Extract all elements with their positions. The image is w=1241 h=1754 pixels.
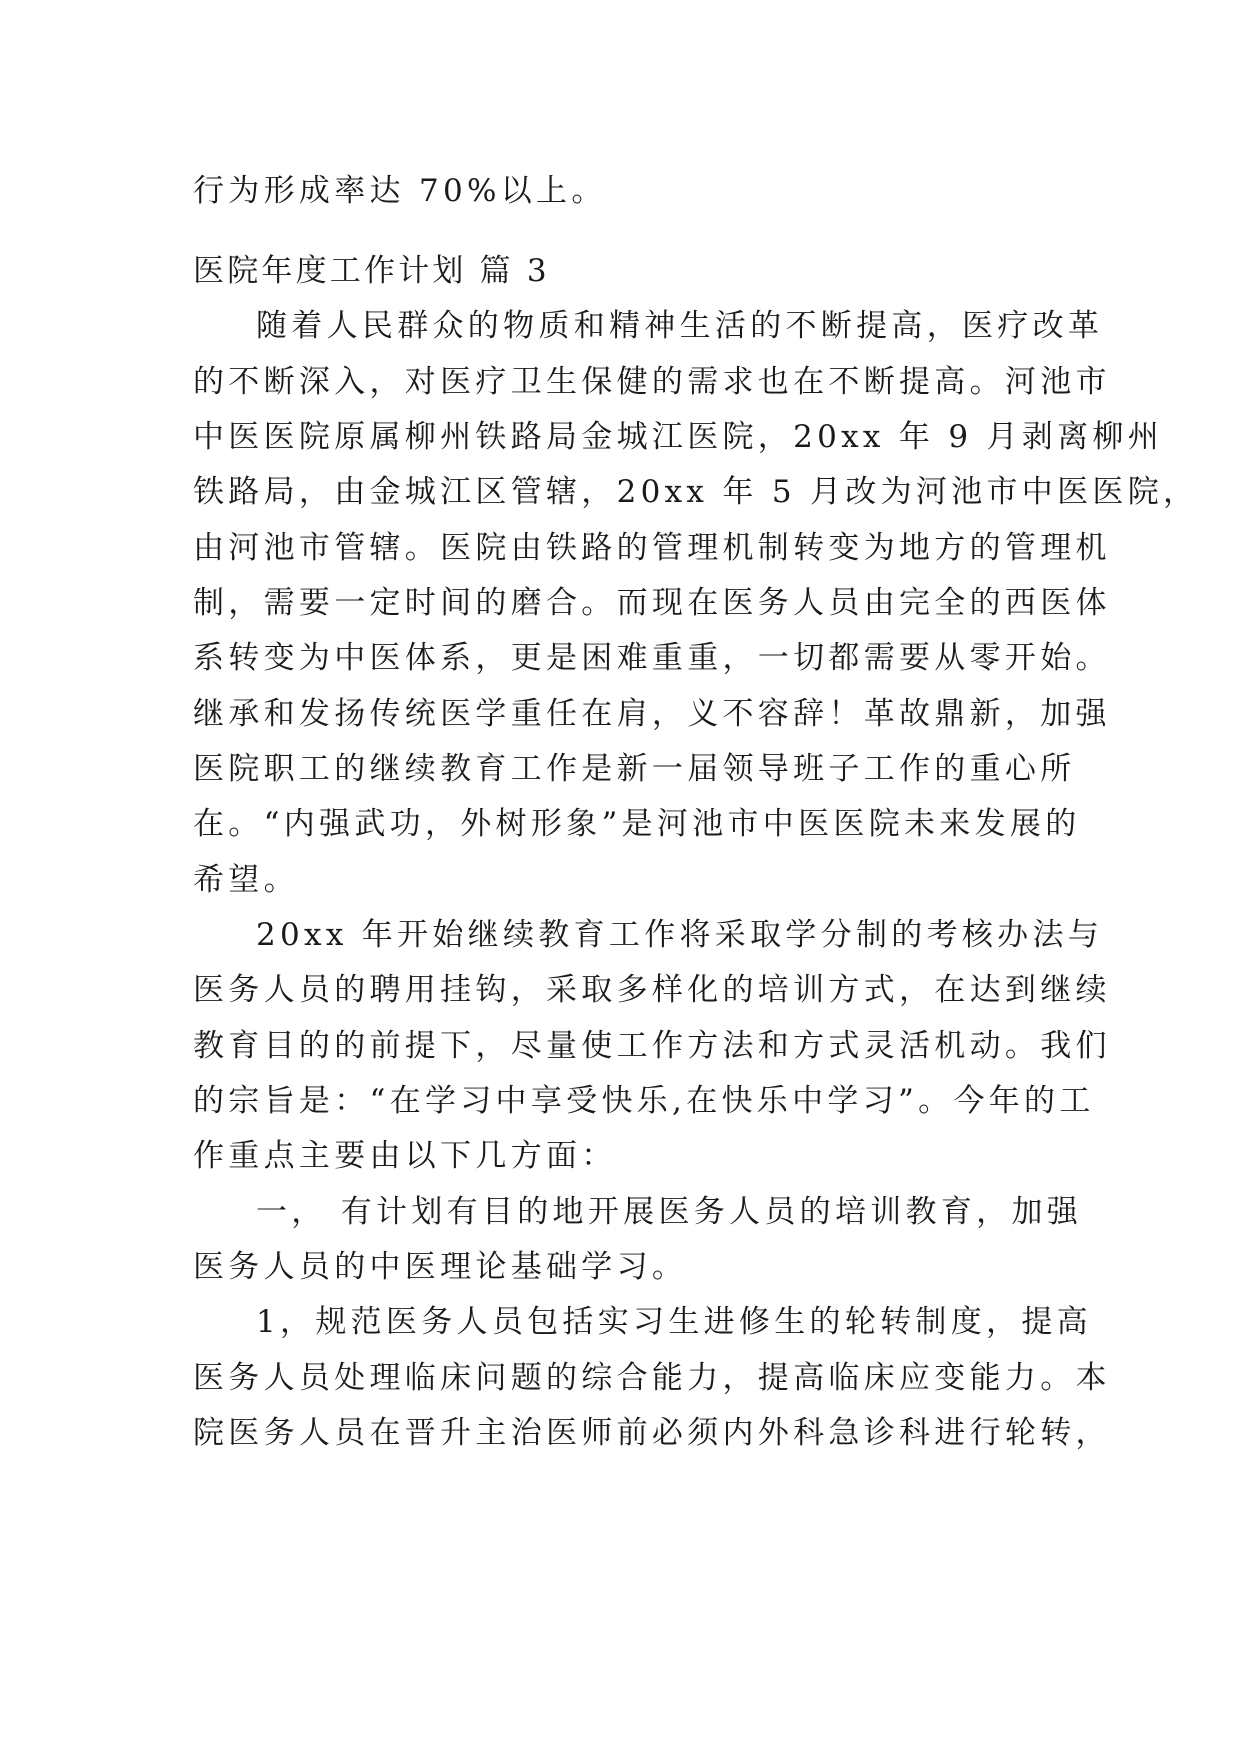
text-line: 随着人民群众的物质和精神生活的不断提高，医疗改革 xyxy=(256,308,1104,344)
text-line: 一， 有计划有目的地开展医务人员的培训教育，加强 xyxy=(256,1194,1083,1230)
text-line: 作重点主要由以下几方面： xyxy=(193,1138,617,1174)
text-line: 医务人员的中医理论基础学习。 xyxy=(193,1249,688,1285)
text-line: 铁路局，由金城江区管辖，20xx 年 5 月改为河池市中医医院， xyxy=(193,474,1199,510)
section-heading: 医院年度工作计划 篇 3 xyxy=(193,253,550,289)
text-line: 1，规范医务人员包括实习生进修生的轮转制度，提高 xyxy=(256,1304,1092,1340)
text-line: 制，需要一定时间的磨合。而现在医务人员由完全的西医体 xyxy=(193,585,1111,621)
text-line: 在。“内强武功，外树形象”是河池市中医医院未来发展的 xyxy=(193,806,1081,842)
text-line: 教育目的的前提下，尽量使工作方法和方式灵活机动。我们 xyxy=(193,1028,1111,1064)
text-line: 由河池市管辖。医院由铁路的管理机制转变为地方的管理机 xyxy=(193,530,1111,566)
text-line: 20xx 年开始继续教育工作将采取学分制的考核办法与 xyxy=(256,917,1104,953)
text-line: 医务人员的聘用挂钩，采取多样化的培训方式，在达到继续 xyxy=(193,972,1111,1008)
text-line: 医院职工的继续教育工作是新一届领导班子工作的重心所 xyxy=(193,751,1076,787)
text-line: 系转变为中医体系，更是困难重重，一切都需要从零开始。 xyxy=(193,640,1111,676)
text-line: 医务人员处理临床问题的综合能力，提高临床应变能力。本 xyxy=(193,1360,1111,1396)
text-line: 希望。 xyxy=(193,862,299,898)
text-line: 的宗旨是：“在学习中享受快乐,在快乐中学习”。今年的工 xyxy=(193,1083,1095,1119)
text-line: 行为形成率达 70%以上。 xyxy=(193,173,607,209)
text-line: 的不断深入，对医疗卫生保健的需求也在不断提高。河池市 xyxy=(193,364,1111,400)
text-line: 院医务人员在晋升主治医师前必须内外科急诊科进行轮转， xyxy=(193,1415,1111,1451)
text-line: 继承和发扬传统医学重任在肩，义不容辞！革故鼎新，加强 xyxy=(193,696,1111,732)
text-line: 中医医院原属柳州铁路局金城江医院，20xx 年 9 月剥离柳州 xyxy=(193,419,1163,455)
